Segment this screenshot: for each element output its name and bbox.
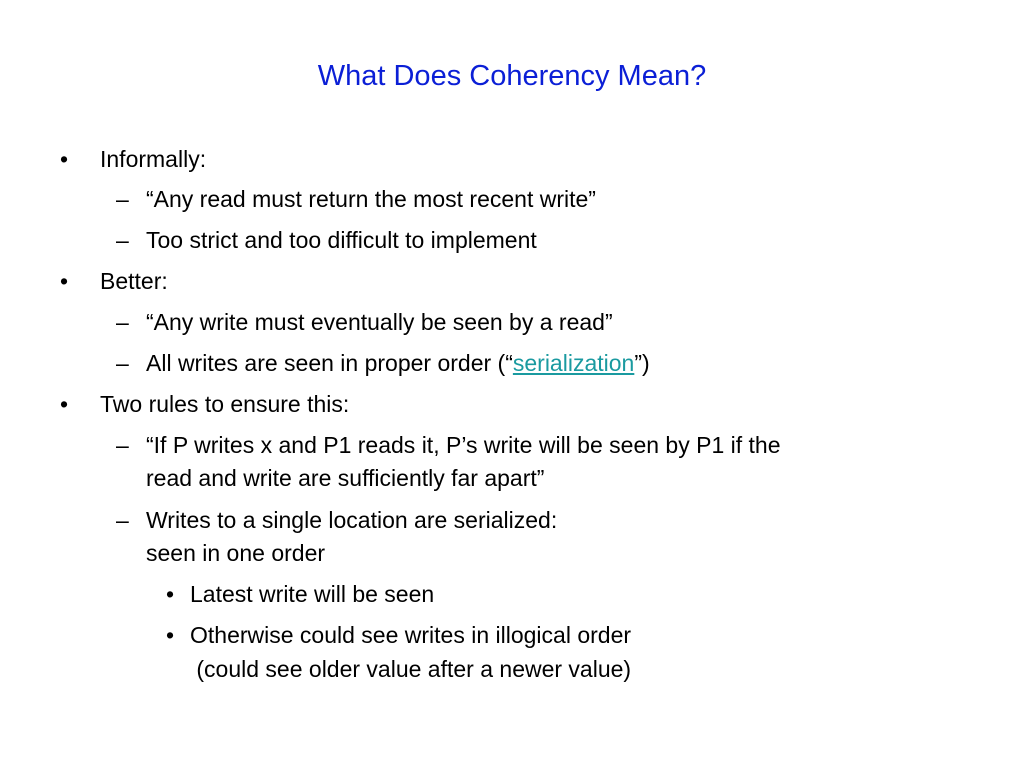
dash-icon: – [116, 432, 129, 458]
dash-icon: – [116, 186, 129, 212]
sub-sub-item-illogical-order-line1: Otherwise could see writes in illogical order [190, 622, 632, 648]
dash-icon: – [116, 227, 129, 253]
bullet-icon: • [60, 268, 69, 294]
sub-item-too-strict: Too strict and too difficult to implement [146, 227, 537, 253]
sub-sub-item-illogical-order-line2: (could see older value after a newer value) [190, 656, 632, 682]
dash-icon: – [116, 309, 129, 335]
bullet-two-rules: Two rules to ensure this: [100, 391, 350, 417]
proper-order-text: All writes are seen in proper order (“ [146, 350, 513, 376]
bullet-icon: • [60, 146, 69, 172]
sub-item-proper-order [146, 346, 650, 380]
dash-icon: – [116, 507, 129, 533]
sub-item-if-p-writes-line2: read and write are sufficiently far apart” [146, 465, 545, 491]
slide-title: What Does Coherency Mean? [317, 60, 707, 92]
proper-order-closing: ”) [634, 350, 650, 376]
sub-bullet-icon: • [166, 581, 175, 607]
sub-item-writes-serialized-line1: Writes to a single location are serialized: [146, 507, 558, 533]
sub-item-any-write: “Any write must eventually be seen by a read” [146, 309, 613, 335]
sub-item-if-p-writes-line1: “If P writes x and P1 reads it, P’s write will be seen by P1 if the [146, 432, 781, 458]
bullet-better: Better: [100, 268, 168, 294]
sub-bullet-icon: • [166, 622, 175, 648]
bullet-icon: • [60, 391, 69, 417]
sub-item-writes-serialized-line2: seen in one order [146, 540, 326, 566]
sub-item-any-read: “Any read must return the most recent write” [146, 186, 596, 212]
sub-sub-item-latest-write: Latest write will be seen [190, 581, 435, 607]
bullet-informally: Informally: [100, 146, 207, 172]
serialization-link[interactable]: serialization [512, 350, 635, 376]
dash-icon: – [116, 350, 129, 376]
